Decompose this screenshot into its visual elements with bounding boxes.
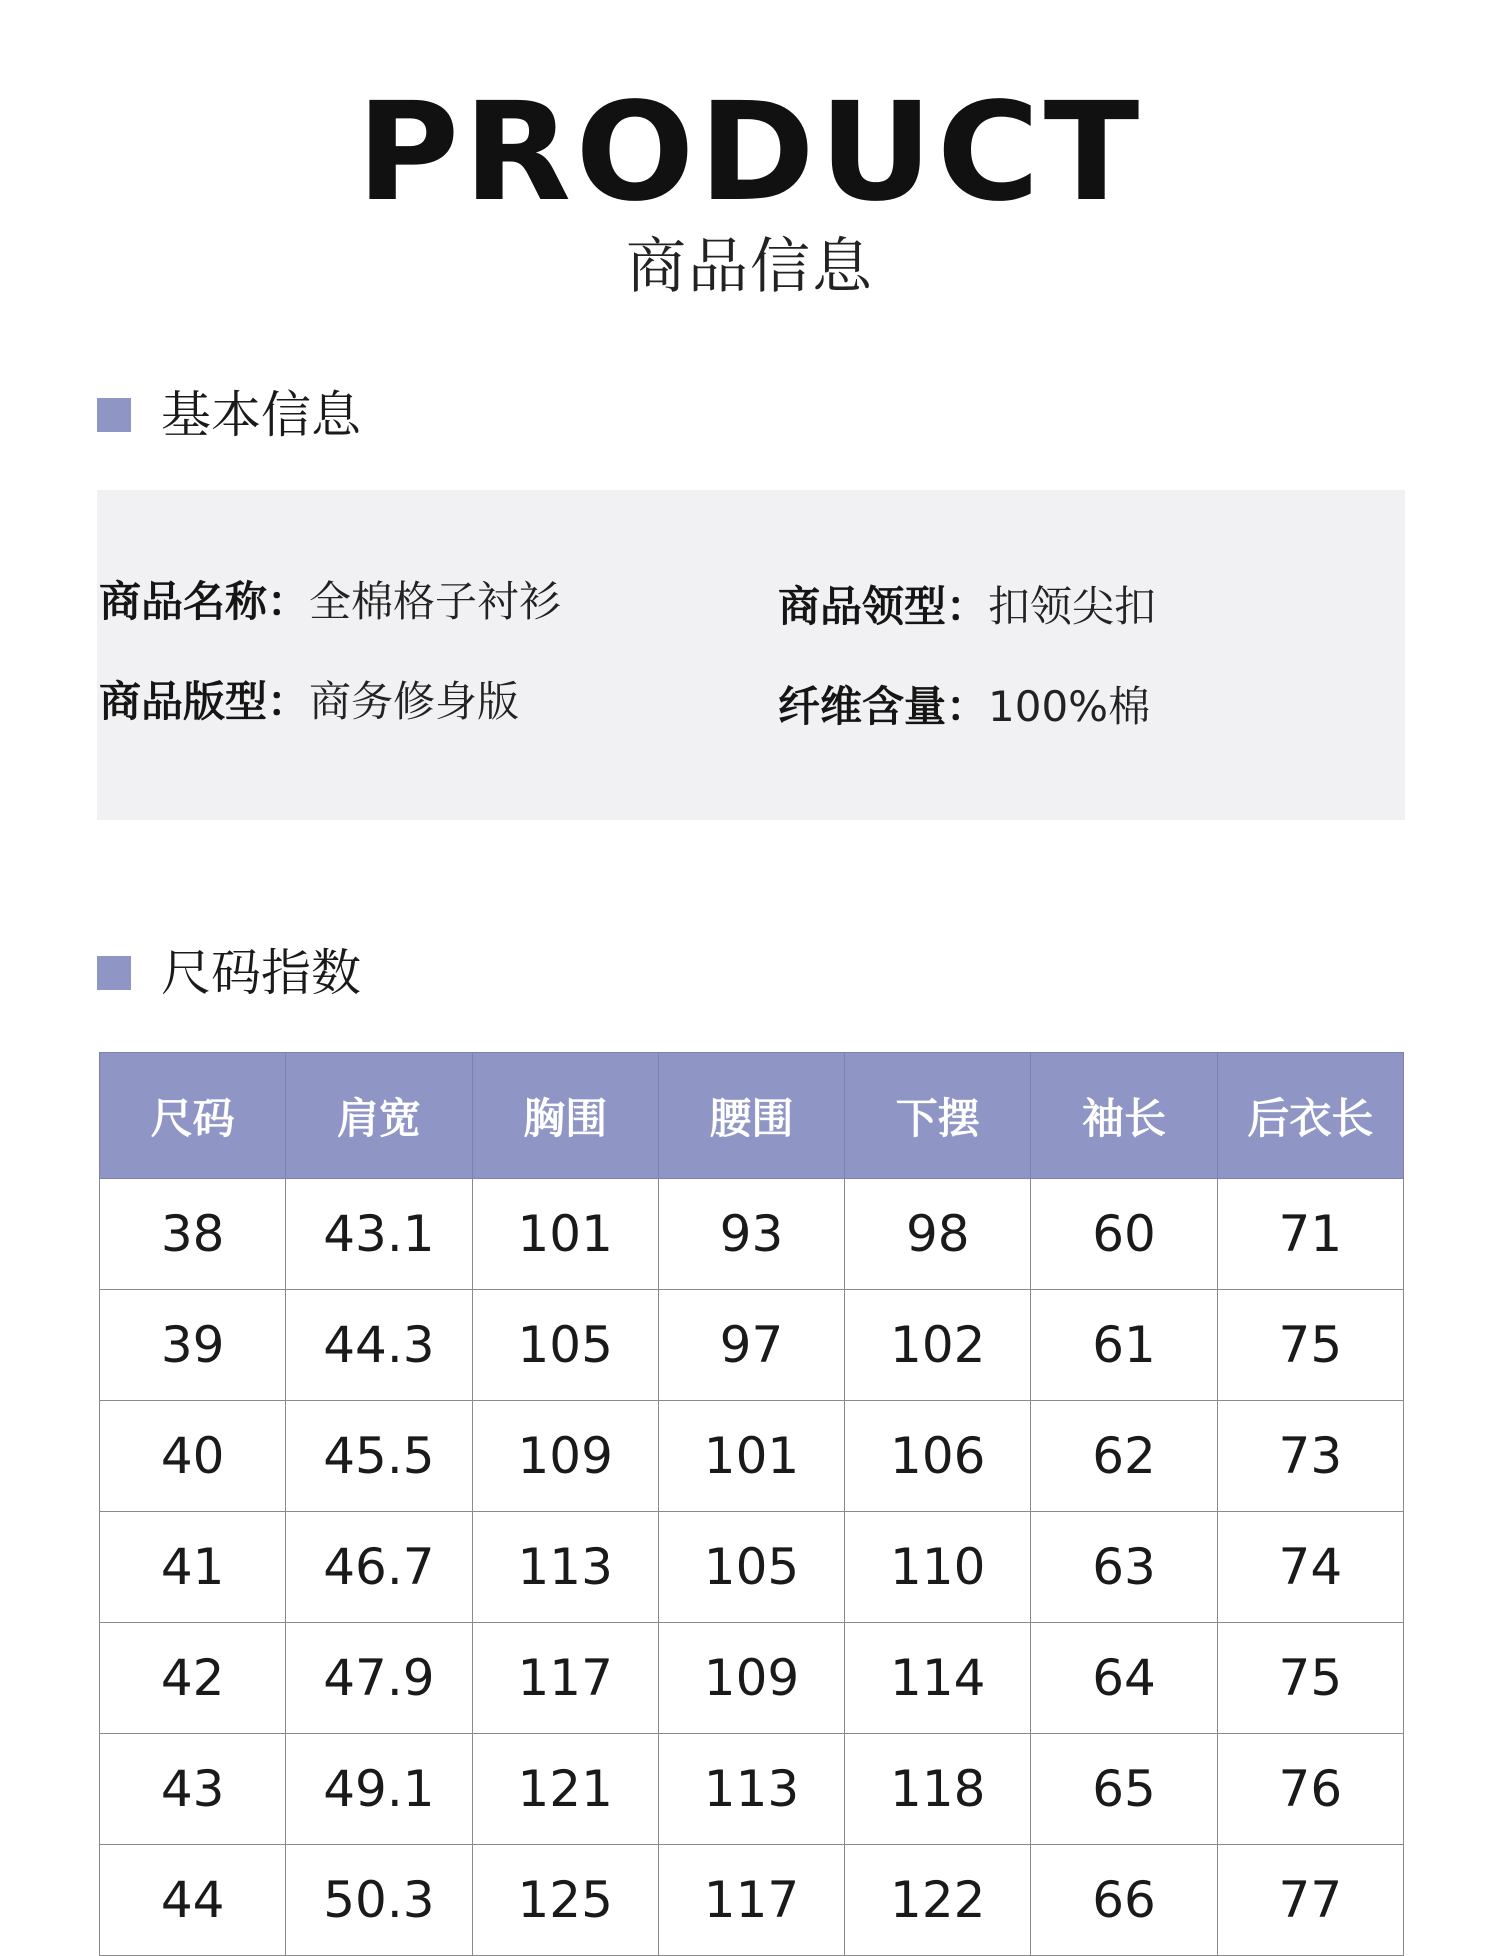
table-cell: 105 (658, 1512, 844, 1623)
section-header-basic-info (97, 380, 361, 450)
table-cell: 109 (658, 1623, 844, 1734)
table-cell: 117 (472, 1623, 658, 1734)
table-cell: 106 (845, 1401, 1031, 1512)
table-cell: 66 (1031, 1845, 1217, 1956)
table-cell: 65 (1031, 1734, 1217, 1845)
info-value: 100%棉 (988, 682, 1151, 731)
table-cell: 39 (100, 1290, 286, 1401)
table-row (100, 1290, 1404, 1401)
table-cell: 62 (1031, 1401, 1217, 1512)
table-cell: 40 (100, 1401, 286, 1512)
table-cell: 121 (472, 1734, 658, 1845)
basic-info-panel (97, 490, 1405, 820)
info-key: 商品名称： (99, 577, 310, 626)
table-cell: 74 (1217, 1512, 1403, 1623)
column-header: 尺码 (100, 1053, 286, 1179)
section-title: 尺码指数 (161, 944, 361, 1002)
table-cell: 61 (1031, 1290, 1217, 1401)
table-cell: 43 (100, 1734, 286, 1845)
table-row (100, 1401, 1404, 1512)
table-cell: 110 (845, 1512, 1031, 1623)
info-item-collar (778, 577, 1156, 637)
table-row (100, 1512, 1404, 1623)
column-header: 腰围 (658, 1053, 844, 1179)
table-cell: 44 (100, 1845, 286, 1956)
table-cell: 76 (1217, 1734, 1403, 1845)
table-cell: 44.3 (286, 1290, 472, 1401)
table-cell: 101 (472, 1179, 658, 1290)
info-key: 纤维含量： (778, 682, 989, 731)
table-cell: 41 (100, 1512, 286, 1623)
table-cell: 63 (1031, 1512, 1217, 1623)
column-header: 袖长 (1031, 1053, 1217, 1179)
table-cell: 73 (1217, 1401, 1403, 1512)
section-header-size-index (97, 938, 361, 1008)
info-key: 商品领型： (778, 582, 989, 631)
table-cell: 71 (1217, 1179, 1403, 1290)
table-cell: 47.9 (286, 1623, 472, 1734)
page-title: PRODUCT (356, 74, 1144, 232)
table-row (100, 1623, 1404, 1734)
table-cell: 117 (658, 1845, 844, 1956)
info-item-name (99, 572, 561, 632)
column-header: 肩宽 (286, 1053, 472, 1179)
table-cell: 122 (845, 1845, 1031, 1956)
column-header: 胸围 (472, 1053, 658, 1179)
info-value: 扣领尖扣 (988, 582, 1157, 631)
table-cell: 46.7 (286, 1512, 472, 1623)
table-cell: 105 (472, 1290, 658, 1401)
table-cell: 93 (658, 1179, 844, 1290)
table-cell: 50.3 (286, 1845, 472, 1956)
table-cell: 43.1 (286, 1179, 472, 1290)
info-item-fiber (778, 677, 1150, 737)
table-cell: 98 (845, 1179, 1031, 1290)
table-cell: 101 (658, 1401, 844, 1512)
info-value: 商务修身版 (309, 677, 520, 726)
info-item-fit (99, 672, 519, 732)
page-subtitle: 商品信息 (626, 232, 874, 302)
table-row (100, 1179, 1404, 1290)
table-cell: 45.5 (286, 1401, 472, 1512)
table-cell: 77 (1217, 1845, 1403, 1956)
section-marker-square-icon (97, 956, 131, 990)
table-cell: 64 (1031, 1623, 1217, 1734)
table-header-row (100, 1053, 1404, 1179)
table-cell: 118 (845, 1734, 1031, 1845)
table-cell: 38 (100, 1179, 286, 1290)
section-marker-square-icon (97, 398, 131, 432)
info-value: 全棉格子衬衫 (309, 577, 562, 626)
table-cell: 113 (472, 1512, 658, 1623)
info-key: 商品版型： (99, 677, 310, 726)
section-title: 基本信息 (161, 386, 361, 444)
table-cell: 42 (100, 1623, 286, 1734)
column-header: 下摆 (845, 1053, 1031, 1179)
table-cell: 60 (1031, 1179, 1217, 1290)
column-header: 后衣长 (1217, 1053, 1403, 1179)
table-cell: 113 (658, 1734, 844, 1845)
table-row (100, 1734, 1404, 1845)
size-table (99, 1052, 1404, 1956)
table-cell: 114 (845, 1623, 1031, 1734)
table-cell: 49.1 (286, 1734, 472, 1845)
table-cell: 97 (658, 1290, 844, 1401)
table-cell: 75 (1217, 1290, 1403, 1401)
table-cell: 75 (1217, 1623, 1403, 1734)
table-cell: 109 (472, 1401, 658, 1512)
table-cell: 125 (472, 1845, 658, 1956)
table-cell: 102 (845, 1290, 1031, 1401)
table-row (100, 1845, 1404, 1956)
